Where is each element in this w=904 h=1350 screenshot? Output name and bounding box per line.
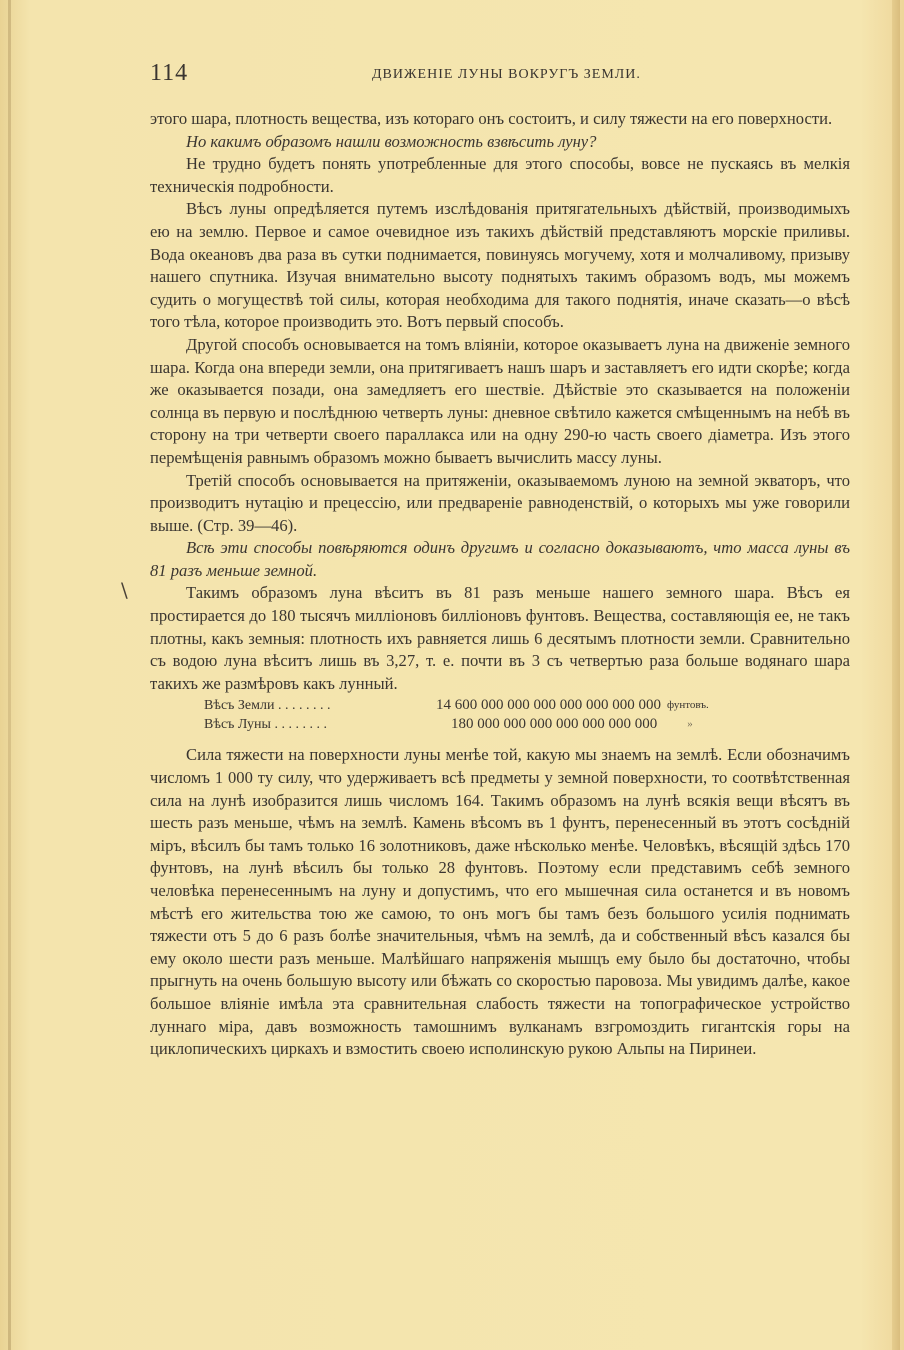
paragraph: Не трудно будетъ понять употребленные для этого способы, вовсе не пускаясь въ мелкія техническія подробности. bbox=[150, 154, 850, 196]
margin-mark: \ bbox=[121, 578, 128, 602]
paragraph: Вѣсъ луны опредѣляется путемъ изслѣдованія притягательныхъ дѣйствій, производимыхъ ею на землю. Первое и самое очевидное изъ такихъ дѣйствій представляютъ морскіе приливы. Вода океановъ два раза въ сутки поднимается, повинуясь могучему, хотя и молчаливому, призыву нашего спутника. Изучая внимательно высоту поднятыхъ такимъ образомъ водъ, мы можемъ судить о могуществѣ той силы, которая необходима для такого поднятія, иначе сказать—о вѣсѣ того тѣла, которое производить это. Вотъ первый способъ. bbox=[150, 199, 850, 332]
page-right-edge bbox=[892, 0, 900, 1350]
row-value: 14 600 000 000 000 000 000 000 000 bbox=[436, 697, 661, 714]
paragraph: этого шара, плотность вещества, изъ котораго онъ состоитъ, и силу тяжести на его поверхности. bbox=[150, 109, 833, 128]
page-number: 114 bbox=[150, 60, 189, 86]
italic-conclusion: Всѣ эти способы повѣряются одинъ другимъ и согласно доказываютъ, что масса луны въ 81 разъ меньше земной. bbox=[150, 538, 850, 580]
page-header bbox=[150, 60, 850, 88]
ditto-mark: » bbox=[687, 718, 693, 731]
paragraph: Сила тяжести на поверхности луны менѣе той, какую мы знаемъ на землѣ. Если обозначимъ числомъ 1 000 ту силу, что удерживаетъ всѣ предметы у земной поверхности, то соотвѣтственная сила на лунѣ изобразится лишь числомъ 164. Такимъ образомъ на лунѣ всякія вещи вѣсятъ въ шесть разъ меньше, чѣмъ на землѣ. Камень вѣсомъ въ 1 фунтъ, перенесенный въ этотъ сосѣдній міръ, вѣсилъ бы тамъ только 16 золотниковъ, даже нѣсколько менѣе. Человѣкъ, вѣсящій здѣсь 170 фунтовъ, на лунѣ вѣсилъ бы только 28 фунтовъ. Поэтому если представимъ себѣ земного человѣка перенесеннымъ на луну и допустимъ, что его мышечная сила останется и въ новомъ мѣстѣ его жительства тою же самою, то онъ могъ бы тамъ безъ большого усилія поднимать тяжести отъ 5 до 6 разъ болѣе значительныя, чѣмъ на землѣ, да и собственный вѣсъ казался бы ему около шести разъ меньше. Малѣйшаго напряженія мышцъ ему было бы достаточно, чтобы прыгнуть на очень большую высоту или бѣжать со скоростью паровоза. Мы увидимъ далѣе, какое большое вліяніе имѣла эта сравнительная слабость тяжести на топографическое устройство луннаго міра, давъ возможность тамошнимъ вулканамъ взгромоздить гигантскія горы на циклопическихъ циркахъ и взмостить своею исполинскую рукою Альпы на Пиринеи. bbox=[150, 745, 850, 1059]
row-unit: фунтовъ. bbox=[667, 699, 709, 712]
paragraph: Такимъ образомъ луна вѣситъ въ 81 разъ меньше нашего земного шара. Вѣсъ ея простирается до 180 тысячъ милліоновъ билліоновъ фунтовъ. Вещества, составляющія ее, не такъ плотны, какъ земныя: плотность ихъ равняется лишь 6 десятымъ плотности земли. Сравнительно съ водою луна вѣситъ лишь въ 3,27, т. е. почти въ 3 съ четвертью раза больше водянаго шара такихъ же размѣровъ какъ лунный. bbox=[150, 583, 850, 693]
weights-table bbox=[204, 696, 850, 734]
body-text bbox=[150, 108, 850, 1061]
running-title: ДВИЖЕНІЕ ЛУНЫ ВОКРУГЪ ЗЕМЛИ. bbox=[372, 67, 641, 82]
page-left-edge bbox=[8, 0, 11, 1350]
row-value: 180 000 000 000 000 000 000 000 bbox=[436, 716, 658, 733]
italic-question: Но какимъ образомъ нашли возможность взвѣсить луну? bbox=[186, 131, 597, 151]
table-row bbox=[204, 696, 850, 715]
row-label: Вѣсъ Луны . . . . . . . . bbox=[204, 717, 327, 733]
paragraph: Третій способъ основывается на притяженіи, оказываемомъ луною на земной экваторъ, что производитъ нутацію и прецессію, или предвареніе равноденствій, о которыхъ мы уже говорили выше. (Стр. 39—46). bbox=[150, 470, 850, 535]
table-row bbox=[204, 715, 850, 734]
row-label: Вѣсъ Земли . . . . . . . . bbox=[204, 698, 331, 714]
paragraph: Другой способъ основывается на томъ вліяніи, которое оказываетъ луна на движеніе земного шара. Когда она впереди земли, она притягиваетъ нашъ шаръ и заставляетъ его идти скорѣе; когда же оказывается позади, она замедляетъ его шествіе. Дѣйствіе это сказывается на положеніи солнца въ первую и послѣднюю четверть луны: дневное свѣтило кажется смѣщеннымъ на небѣ въ сторону на три четверти своего параллакса или на одну 290-ю часть своего діаметра. Изъ этого перемѣщенія равнымъ образомъ можно бываетъ вычислить массу луны. bbox=[150, 334, 850, 467]
